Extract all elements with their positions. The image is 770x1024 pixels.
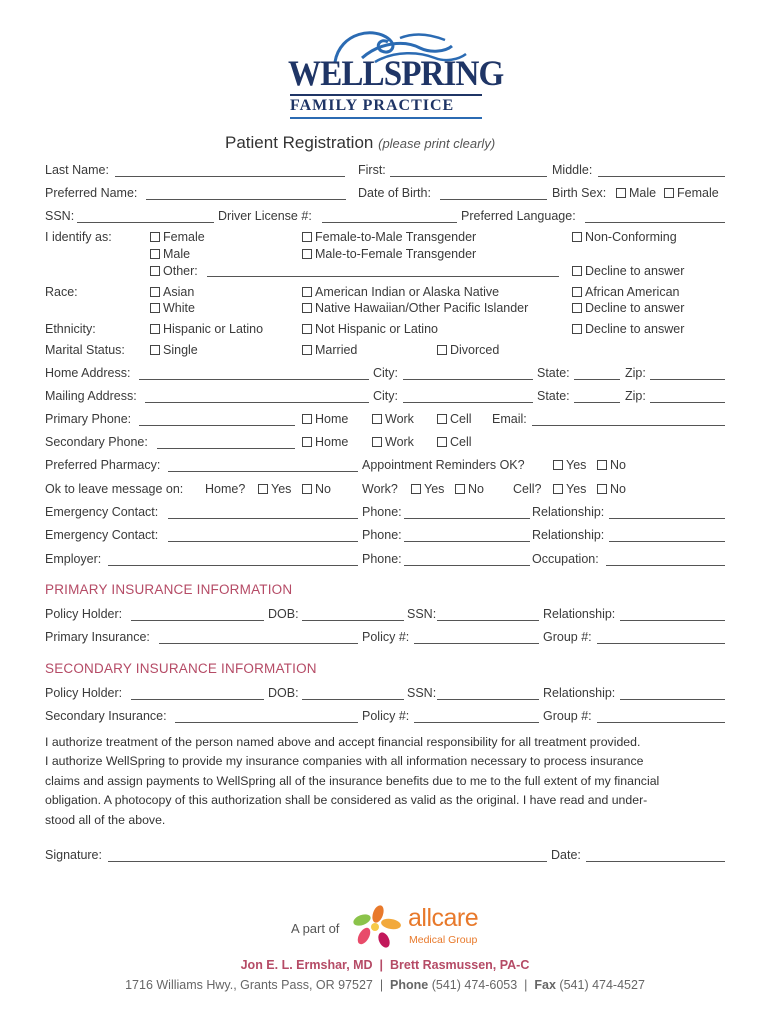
primary-phone-cell-label: Cell [450,412,472,426]
secondary-phone-home-label: Home [315,435,349,449]
home-city-field[interactable] [403,379,533,380]
primary-phone-home-label: Home [315,412,349,426]
signature-date-label: Date: [551,848,581,862]
mailing-zip-label: Zip: [625,389,646,403]
identify-ftm-checkbox[interactable] [302,230,476,244]
drivers-license-label: Driver License #: [218,209,312,223]
primary-dob-field[interactable] [302,620,404,621]
emergency-phone-2-label: Phone: [362,528,402,542]
authorization-line: I authorize WellSpring to provide my insurance companies with all information necessary to process insurance [45,754,644,769]
msg-cell-no-label: No [610,482,626,496]
emergency-relationship-1-label: Relationship: [532,505,605,519]
primary-relationship-field[interactable] [620,620,725,621]
emergency-contact-2-field[interactable] [168,541,358,542]
primary-phone-work-checkbox[interactable] [372,412,414,426]
primary-phone-field[interactable] [139,425,295,426]
marital-single-label: Single [163,343,198,357]
race-white-label: White [163,301,195,315]
secondary-phone-home-checkbox[interactable] [302,435,348,449]
emergency-phone-1-label: Phone: [362,505,402,519]
footer-providers: Jon E. L. Ermshar, MD | Brett Rasmussen, PA-C [240,958,530,972]
primary-insurance-heading: PRIMARY INSURANCE INFORMATION [45,582,293,597]
msg-work-no-label: No [468,482,484,496]
msg-work-label: Work? [362,482,398,496]
footer-separator: | [376,978,387,992]
a-part-of-label: A part of [291,921,340,936]
marital-status-label: Marital Status: [45,343,125,357]
secondary-group-no-label: Group #: [543,709,592,723]
footer-address: 1716 Williams Hwy., Grants Pass, OR 97527 [125,978,373,992]
emergency-relationship-2-label: Relationship: [532,528,605,542]
race-asian-checkbox[interactable] [150,285,194,299]
identify-male-checkbox[interactable] [150,247,190,261]
home-state-label: State: [537,366,570,380]
race-native-hawaiian-label: Native Hawaiian/Other Pacific Islander [315,301,529,315]
home-address-field[interactable] [139,379,369,380]
identify-decline-checkbox[interactable] [572,264,684,278]
msg-home-yes-label: Yes [271,482,292,496]
msg-home-yes-checkbox[interactable] [258,482,291,496]
last-name-label: Last Name: [45,163,109,177]
identify-mtf-label: Male-to-Female Transgender [315,247,477,261]
primary-policy-holder-label: Policy Holder: [45,607,123,621]
race-african-american-label: African American [585,285,680,299]
signature-field[interactable] [108,861,547,862]
first-name-label: First: [358,163,386,177]
allcare-name: allcare [408,904,479,932]
secondary-dob-label: DOB: [268,686,299,700]
middle-name-label: Middle: [552,163,593,177]
mailing-address-field[interactable] [145,402,369,403]
identify-other-checkbox[interactable] [150,264,198,278]
preferred-name-label: Preferred Name: [45,186,138,200]
primary-group-no-field[interactable] [597,643,725,644]
appt-reminders-label: Appointment Reminders OK? [362,458,525,472]
appt-reminders-no-label: No [610,458,626,472]
secondary-group-no-field[interactable] [597,722,725,723]
identify-as-label: I identify as: [45,230,112,244]
mailing-state-label: State: [537,389,570,403]
appt-reminders-yes-label: Yes [566,458,587,472]
secondary-phone-work-label: Work [385,435,414,449]
identify-mtf-checkbox[interactable] [302,247,476,261]
race-decline-checkbox[interactable] [572,301,684,315]
msg-work-no-checkbox[interactable] [455,482,484,496]
primary-phone-cell-checkbox[interactable] [437,412,472,426]
primary-group-no-label: Group #: [543,630,592,644]
ethnicity-hispanic-checkbox[interactable] [150,322,263,336]
emergency-contact-1-field[interactable] [168,518,358,519]
birth-sex-female-label: Female [677,186,719,200]
marital-married-checkbox[interactable] [302,343,357,357]
form-note: (please print clearly) [378,136,496,151]
middle-name-field[interactable] [598,176,725,177]
home-zip-label: Zip: [625,366,646,380]
preferred-name-field[interactable] [146,199,346,200]
mailing-address-label: Mailing Address: [45,389,137,403]
preferred-language-field[interactable] [585,222,725,223]
primary-phone-label: Primary Phone: [45,412,132,426]
identify-other-field[interactable] [207,276,559,277]
home-state-field[interactable] [574,379,620,380]
ok-leave-message-label: Ok to leave message on: [45,482,184,496]
footer-phone-label: Phone [390,978,429,992]
identify-male-label: Male [163,247,191,261]
ssn-label: SSN: [45,209,75,223]
ethnicity-decline-checkbox[interactable] [572,322,684,336]
secondary-ssn-field[interactable] [437,699,539,700]
secondary-policy-no-field[interactable] [414,722,539,723]
employer-label: Employer: [45,552,102,566]
msg-home-no-checkbox[interactable] [302,482,331,496]
drivers-license-field[interactable] [322,222,457,223]
birth-sex-label: Birth Sex: [552,186,607,200]
authorization-text [45,733,735,830]
ethnicity-hispanic-label: Hispanic or Latino [163,322,264,336]
appt-reminders-yes-checkbox[interactable] [553,458,586,472]
identify-nonconforming-checkbox[interactable] [572,230,677,244]
primary-phone-work-label: Work [385,412,414,426]
marital-divorced-checkbox[interactable] [437,343,499,357]
secondary-insurance-heading: SECONDARY INSURANCE INFORMATION [45,661,317,676]
identify-female-label: Female [163,230,205,244]
msg-cell-label: Cell? [513,482,542,496]
identify-ftm-label: Female-to-Male Transgender [315,230,477,244]
msg-cell-yes-checkbox[interactable] [553,482,586,496]
identify-other-label: Other: [163,264,198,278]
footer-fax-label: Fax [534,978,556,992]
home-zip-field[interactable] [650,379,725,380]
email-field[interactable] [532,425,725,426]
signature-label: Signature: [45,848,102,862]
primary-policy-no-label: Policy #: [362,630,410,644]
mailing-city-field[interactable] [403,402,533,403]
emergency-contact-1-label: Emergency Contact: [45,505,159,519]
employer-phone-label: Phone: [362,552,402,566]
emergency-contact-2-label: Emergency Contact: [45,528,159,542]
footer-contact [0,978,770,992]
msg-cell-yes-label: Yes [566,482,587,496]
footer-separator: | [520,978,531,992]
preferred-pharmacy-field[interactable] [168,471,358,472]
mailing-city-label: City: [373,389,398,403]
secondary-phone-cell-checkbox[interactable] [437,435,472,449]
secondary-dob-field[interactable] [302,699,404,700]
race-label: Race: [45,285,78,299]
primary-policy-holder-field[interactable] [131,620,264,621]
identify-nonconforming-label: Non-Conforming [585,230,677,244]
msg-home-label: Home? [205,482,246,496]
logo-divider [290,94,482,96]
race-asian-label: Asian [163,285,195,299]
emergency-phone-1-field[interactable] [404,518,530,519]
wellspring-logo [280,22,504,122]
footer-phone: (541) 474-6053 [431,978,518,992]
first-name-field[interactable] [390,176,547,177]
secondary-phone-label: Secondary Phone: [45,435,148,449]
email-label: Email: [492,412,527,426]
emergency-relationship-2-field[interactable] [609,541,725,542]
allcare-flower-icon [348,902,404,950]
secondary-phone-field[interactable] [157,448,295,449]
authorization-line: I authorize treatment of the person named above and accept financial responsibility for all treatment provided. [45,735,641,749]
logo-divider-bottom [290,117,482,119]
birth-sex-female-checkbox[interactable] [664,186,719,200]
race-american-indian-label: American Indian or Alaska Native [315,285,500,299]
msg-cell-no-checkbox[interactable] [597,482,626,496]
birth-sex-male-label: Male [629,186,657,200]
msg-work-yes-checkbox[interactable] [411,482,444,496]
occupation-field[interactable] [606,565,725,566]
dob-label: Date of Birth: [358,186,431,200]
preferred-language-label: Preferred Language: [461,209,576,223]
primary-relationship-label: Relationship: [543,607,616,621]
appt-reminders-no-checkbox[interactable] [597,458,626,472]
primary-phone-home-checkbox[interactable] [302,412,348,426]
employer-field[interactable] [108,565,358,566]
secondary-phone-work-checkbox[interactable] [372,435,414,449]
secondary-policy-no-label: Policy #: [362,709,410,723]
mailing-state-field[interactable] [574,402,620,403]
marital-divorced-label: Divorced [450,343,500,357]
identify-female-checkbox[interactable] [150,230,205,244]
msg-home-no-label: No [315,482,331,496]
secondary-policy-holder-label: Policy Holder: [45,686,123,700]
primary-insurance-field[interactable] [159,643,358,644]
primary-dob-label: DOB: [268,607,299,621]
footer-fax: (541) 474-4527 [559,978,645,992]
authorization-line: stood all of the above. [45,812,166,827]
emergency-relationship-1-field[interactable] [609,518,725,519]
secondary-ssn-label: SSN: [407,686,437,700]
logo-wordmark: WELLSPRING [288,53,504,93]
occupation-label: Occupation: [532,552,599,566]
secondary-insurance-label: Secondary Insurance: [45,709,167,723]
dob-field[interactable] [440,199,547,200]
secondary-phone-cell-label: Cell [450,435,472,449]
secondary-relationship-field[interactable] [620,699,725,700]
race-american-indian-checkbox[interactable] [302,285,499,299]
authorization-line: obligation. A photocopy of this authorization shall be considered as valid as the original. I have read and under- [45,793,648,808]
identify-decline-label: Decline to answer [585,264,685,278]
authorization-line: claims and assign payments to WellSpring all of the insurance benefits due to me to the full extent of my financial [45,773,660,788]
race-native-hawaiian-checkbox[interactable] [302,301,528,315]
marital-married-label: Married [315,343,358,357]
birth-sex-male-checkbox[interactable] [616,186,656,200]
primary-policy-no-field[interactable] [414,643,539,644]
last-name-field[interactable] [115,176,345,177]
home-address-label: Home Address: [45,366,131,380]
allcare-logo [348,902,488,950]
ethnicity-not-hispanic-label: Not Hispanic or Latino [315,322,438,336]
allcare-subtitle: Medical Group [409,934,478,946]
preferred-pharmacy-label: Preferred Pharmacy: [45,458,161,472]
signature-date-field[interactable] [586,861,725,862]
logo-subtitle: FAMILY PRACTICE [290,97,455,114]
emergency-phone-2-field[interactable] [404,541,530,542]
primary-ssn-label: SSN: [407,607,437,621]
ethnicity-not-hispanic-checkbox[interactable] [302,322,438,336]
secondary-policy-holder-field[interactable] [131,699,264,700]
page-title [225,133,495,153]
marital-single-checkbox[interactable] [150,343,198,357]
mailing-zip-field[interactable] [650,402,725,403]
secondary-relationship-label: Relationship: [543,686,616,700]
primary-insurance-label: Primary Insurance: [45,630,150,644]
primary-ssn-field[interactable] [437,620,539,621]
race-white-checkbox[interactable] [150,301,195,315]
msg-work-yes-label: Yes [424,482,445,496]
home-city-label: City: [373,366,398,380]
race-decline-label: Decline to answer [585,301,685,315]
ssn-field[interactable] [77,222,214,223]
employer-phone-field[interactable] [404,565,530,566]
ethnicity-decline-label: Decline to answer [585,322,685,336]
secondary-insurance-field[interactable] [175,722,358,723]
ethnicity-label: Ethnicity: [45,322,96,336]
race-african-american-checkbox[interactable] [572,285,679,299]
form-title: Patient Registration [225,133,374,152]
